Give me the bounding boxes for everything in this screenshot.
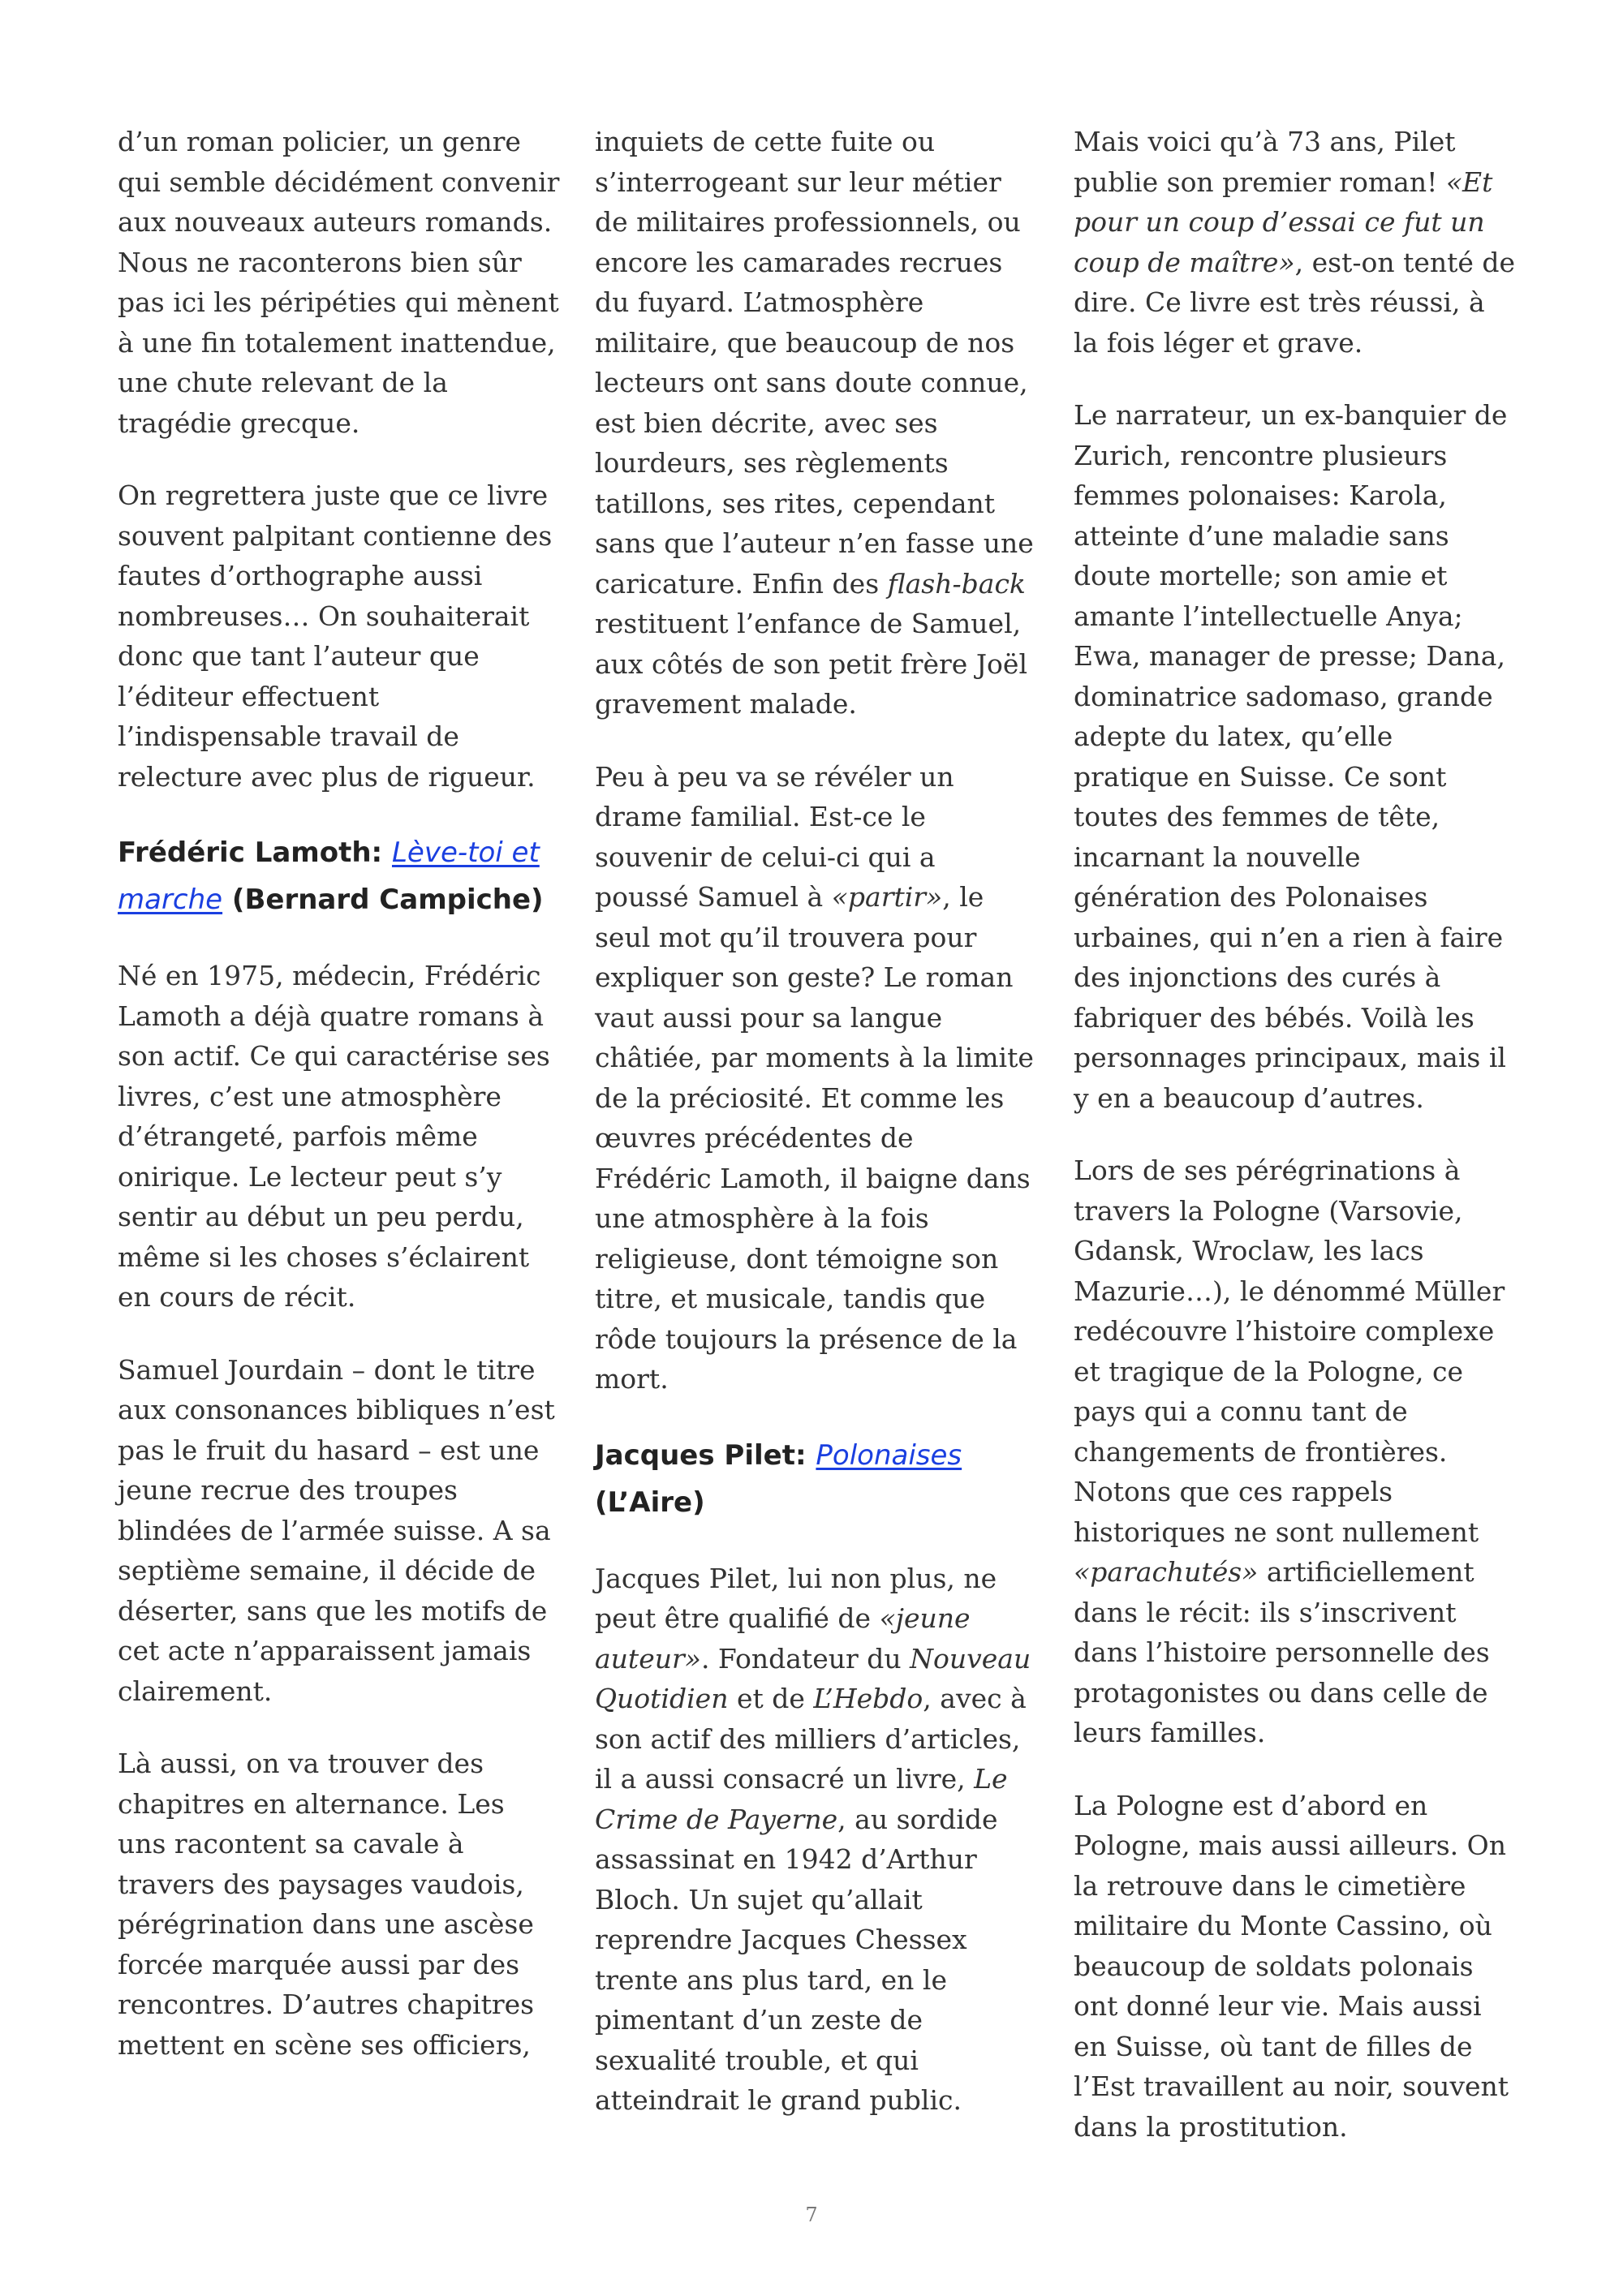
column-3 [1074,122,1516,2179]
book-title-link[interactable]: Polonaises [816,1438,962,1472]
paragraph [595,122,1037,724]
text-run: . Fondateur du [700,1642,911,1675]
italic-text: «partir» [831,881,943,913]
paragraph [595,757,1037,1400]
column-2 [595,122,1037,2153]
paragraph: Né en 1975, médecin, Frédéric Lamoth a déjà quatre romans à son actif. Ce qui caractérise ses livres, c’est une atmosphère d’étrangeté, parfois même onirique. Le lecteur peut s’y sentir au début un peu perdu, même si les choses s’éclairent en cours de récit. [118,960,550,1313]
page-number: 7 [805,2204,818,2226]
paragraph: On regrettera juste que ce livre souvent palpitant contienne des fautes d’orthographe aussi nombreuses… On souhaiterait donc que tant l’auteur que l’éditeur effectuent l’indispensable travail de relecture avec plus de rigueur. [118,479,553,793]
text-run: , le seul mot qu’il trouvera pour expliquer son geste? Le roman vaut aussi pour sa langue châtiée, par moments à la limite de la préciosité. Et comme les œuvres précédentes de Frédéric Lamoth, il baigne dans une atmosphère à la fois religieuse, dont témoigne son titre, et musicale, tandis que rôde toujours la présence de la mort. [595,881,1034,1395]
italic-text: «jeune auteur» [595,1602,971,1675]
heading-publisher: (Bernard Campiche) [222,884,544,916]
column-1 [118,122,560,2097]
paragraph [595,1559,1037,2121]
text-run: inquiets de cette fuite ou s’interrogeant sur leur métier de militaires professionnels, ou encore les camarades recrues du fuyard. L’atmosphère militaire, que beaucoup de nos lecteurs ont sans doute connue, est bien décrite, avec ses lourdeurs, ses règlements tatillons, ses rites, cependant sans que l’auteur n’en fasse une caricature. Enfin des [595,126,1034,600]
text-run: artificiellement dans le récit: ils s’inscrivent dans l’histoire personnelle des protagonistes ou dans celle de leurs familles. [1074,1556,1490,1748]
paragraph: Le narrateur, un ex-banquier de Zurich, rencontre plusieurs femmes polonaises: Karola, atteinte d’une maladie sans doute mortelle; son amie et amante l’intellectuelle Anya; Ewa, manager de presse; Dana, dominatrice sadomaso, grande adepte du latex, qu’elle pratique en Suisse. Ce sont toutes des femmes de tête, incarnant la nouvelle génération des Polonaises urbaines, qui n’en a rien à faire des injonctions des curés à fabriquer des bébés. Voilà les personnages principaux, mais il y en a beaucoup d’autres. [1074,399,1508,1114]
text-run: restituent l’enfance de Samuel, aux côtés de son petit frère Joël gravement malade. [595,608,1027,720]
text-run: et de [728,1683,814,1714]
italic-text: «Et pour un coup d’essai ce fut un coup de maître» [1074,166,1493,278]
heading-publisher: (L’Aire) [595,1486,705,1519]
heading-author: Frédéric Lamoth: [118,836,392,869]
text-run: Jacques Pilet, lui non plus, ne peut être qualifié de [595,1562,997,1634]
text-run: , est-on tenté de dire. Ce livre est très réussi, à la fois léger et grave. [1074,246,1516,359]
paragraph: d’un roman policier, un genre qui semble décidément convenir aux nouveaux auteurs romands. Nous ne raconterons bien sûr pas ici les péripéties qui mènent à une fin totalement inattendue, une chute relevant de la tragédie grecque. [118,126,560,439]
text-run: Peu à peu va se révéler un drame familial. Est-ce le souvenir de celui-ci qui a poussé Samuel à [595,760,954,913]
italic-text: Le Crime de Payerne [595,1763,1008,1835]
text-run: Lors de ses pérégrinations à travers la Pologne (Varsovie, Gdansk, Wroclaw, les lacs Mazurie…), le dénommé Müller redécouvre l’histoire complexe et tragique de la Pologne, ce pays qui a connu tant de changements de frontières. Notons que ces rappels historiques ne sont nullement [1074,1154,1505,1548]
italic-text: flash-back [887,567,1026,600]
paragraph: Samuel Jourdain – dont le titre aux consonances bibliques n’est pas le fruit du hasard – est une jeune recrue des troupes blindées de l’armée suisse. A sa septième semaine, il décide de déserter, sans que les motifs de cet acte n’apparaissent jamais clairement. [118,1353,555,1707]
paragraph [1074,1150,1516,1753]
text-run: Mais voici qu’à 73 ans, Pilet publie son premier roman! [1074,126,1456,198]
heading-author: Jacques Pilet: [595,1438,816,1472]
book-title-link[interactable]: Lève-toi et marche [118,836,540,916]
review-heading-lamoth [118,829,560,923]
italic-text: «parachutés» [1074,1556,1259,1588]
italic-text: L’Hebdo [813,1683,923,1714]
text-run: , au sordide assassinat en 1942 d’Arthur Bloch. Un sujet qu’allait reprendre Jacques Chessex trente ans plus tard, en le pimentant d’un zeste de sexualité trouble, et qui atteindrait le grand public. [595,1803,998,2116]
review-heading-pilet [595,1432,1037,1526]
italic-text: Nouveau Quotidien [595,1642,1031,1714]
paragraph: La Pologne est d’abord en Pologne, mais aussi ailleurs. On la retrouve dans le cimetière militaire du Monte Cassino, où beaucoup de soldats polonais ont donné leur vie. Mais aussi en Suisse, où tant de filles de l’Est travaillent au noir, souvent dans la prostitution. [1074,1789,1509,2143]
paragraph [1074,122,1516,363]
text-run: , avec à son actif des milliers d’articles, il a aussi consacré un livre, [595,1683,1027,1795]
paragraph: Là aussi, on va trouver des chapitres en alternance. Les uns racontent sa cavale à travers des paysages vaudois, pérégrination dans une ascèse forcée marquée aussi par des rencontres. D’autres chapitres mettent en scène ses officiers, [118,1748,535,2061]
